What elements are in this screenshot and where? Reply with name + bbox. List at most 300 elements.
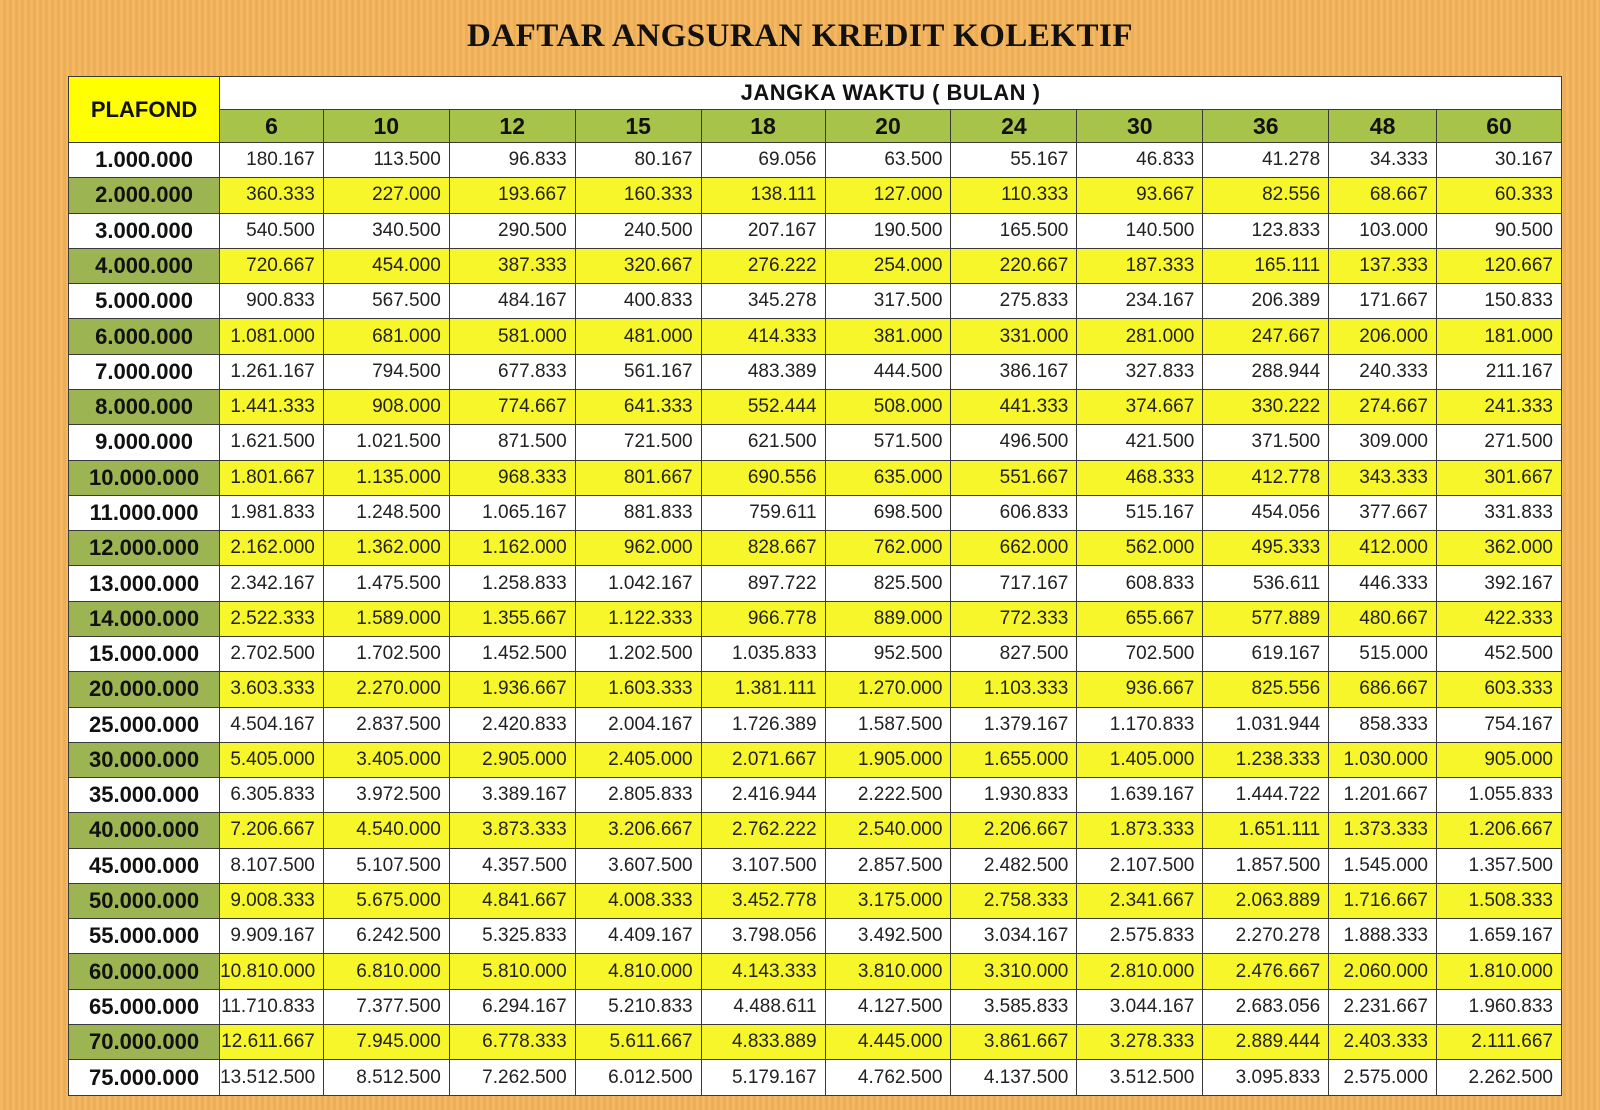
installment-cell: 254.000 — [825, 248, 951, 283]
installment-cell: 2.702.500 — [220, 636, 324, 671]
installment-cell: 1.888.333 — [1329, 919, 1437, 954]
installment-cell: 754.167 — [1436, 707, 1561, 742]
installment-cell: 480.667 — [1329, 601, 1437, 636]
installment-cell: 207.167 — [701, 213, 825, 248]
installment-cell: 8.512.500 — [323, 1060, 449, 1096]
installment-cell: 641.333 — [575, 389, 701, 424]
installment-cell: 2.342.167 — [220, 566, 324, 601]
installment-cell: 774.667 — [449, 389, 575, 424]
installment-cell: 1.081.000 — [220, 319, 324, 354]
installment-cell: 1.651.111 — [1203, 813, 1329, 848]
installment-cell: 1.031.944 — [1203, 707, 1329, 742]
installment-cell: 3.034.167 — [951, 919, 1077, 954]
installment-cell: 3.389.167 — [449, 778, 575, 813]
installment-cell: 3.405.000 — [323, 742, 449, 777]
installment-cell: 240.500 — [575, 213, 701, 248]
installment-cell: 1.545.000 — [1329, 848, 1437, 883]
installment-cell: 331.833 — [1436, 495, 1561, 530]
installment-cell: 662.000 — [951, 531, 1077, 566]
installment-cell: 7.262.500 — [449, 1060, 575, 1096]
installment-cell: 6.242.500 — [323, 919, 449, 954]
installment-cell: 483.389 — [701, 354, 825, 389]
installment-cell: 621.500 — [701, 425, 825, 460]
term-header-15: 15 — [575, 110, 701, 143]
installment-cell: 1.930.833 — [951, 778, 1077, 813]
installment-cell: 4.409.167 — [575, 919, 701, 954]
term-header-18: 18 — [701, 110, 825, 143]
installment-cell: 421.500 — [1077, 425, 1203, 460]
installment-cell: 227.000 — [323, 178, 449, 213]
installment-cell: 1.238.333 — [1203, 742, 1329, 777]
installment-cell: 3.603.333 — [220, 672, 324, 707]
installment-cell: 2.107.500 — [1077, 848, 1203, 883]
installment-cell: 702.500 — [1077, 636, 1203, 671]
installment-cell: 698.500 — [825, 495, 951, 530]
table-body — [69, 143, 1562, 1096]
installment-cell: 150.833 — [1436, 284, 1561, 319]
installment-cell: 206.000 — [1329, 319, 1437, 354]
installment-cell: 1.258.833 — [449, 566, 575, 601]
installment-cell: 794.500 — [323, 354, 449, 389]
installment-cell: 2.758.333 — [951, 883, 1077, 918]
installment-cell: 2.683.056 — [1203, 989, 1329, 1024]
plafond-cell: 10.000.000 — [69, 460, 220, 495]
installment-cell: 881.833 — [575, 495, 701, 530]
installment-cell: 140.500 — [1077, 213, 1203, 248]
installment-cell: 1.589.000 — [323, 601, 449, 636]
installment-cell: 362.000 — [1436, 531, 1561, 566]
installment-cell: 4.810.000 — [575, 954, 701, 989]
installment-cell: 5.179.167 — [701, 1060, 825, 1096]
installment-cell: 1.248.500 — [323, 495, 449, 530]
installment-cell: 123.833 — [1203, 213, 1329, 248]
installment-cell: 2.206.667 — [951, 813, 1077, 848]
installment-cell: 2.341.667 — [1077, 883, 1203, 918]
installment-cell: 608.833 — [1077, 566, 1203, 601]
plafond-cell: 14.000.000 — [69, 601, 220, 636]
installment-cell: 2.810.000 — [1077, 954, 1203, 989]
installment-cell: 206.389 — [1203, 284, 1329, 319]
installment-cell: 4.008.333 — [575, 883, 701, 918]
installment-cell: 567.500 — [323, 284, 449, 319]
term-header-30: 30 — [1077, 110, 1203, 143]
installment-cell: 113.500 — [323, 143, 449, 178]
installment-cell: 1.362.000 — [323, 531, 449, 566]
plafond-cell: 9.000.000 — [69, 425, 220, 460]
installment-cell: 374.667 — [1077, 389, 1203, 424]
installment-cell: 677.833 — [449, 354, 575, 389]
plafond-cell: 15.000.000 — [69, 636, 220, 671]
installment-cell: 274.667 — [1329, 389, 1437, 424]
plafond-cell: 30.000.000 — [69, 742, 220, 777]
installment-cell: 69.056 — [701, 143, 825, 178]
installment-cell: 138.111 — [701, 178, 825, 213]
installment-cell: 110.333 — [951, 178, 1077, 213]
installment-cell: 4.841.667 — [449, 883, 575, 918]
installment-cell: 1.373.333 — [1329, 813, 1437, 848]
installment-cell: 271.500 — [1436, 425, 1561, 460]
installment-cell: 441.333 — [951, 389, 1077, 424]
installment-cell: 127.000 — [825, 178, 951, 213]
table-row — [69, 178, 1562, 213]
installment-cell: 1.103.333 — [951, 672, 1077, 707]
installment-cell: 606.833 — [951, 495, 1077, 530]
plafond-header: PLAFOND — [69, 77, 220, 143]
installment-cell: 240.333 — [1329, 354, 1437, 389]
table-row — [69, 672, 1562, 707]
installment-cell: 655.667 — [1077, 601, 1203, 636]
installment-cell: 4.445.000 — [825, 1025, 951, 1060]
installment-cell: 1.042.167 — [575, 566, 701, 601]
installment-cell: 1.357.500 — [1436, 848, 1561, 883]
installment-cell: 454.000 — [323, 248, 449, 283]
installment-cell: 412.778 — [1203, 460, 1329, 495]
table-row — [69, 495, 1562, 530]
header-row-terms — [69, 110, 1562, 143]
installment-cell: 2.805.833 — [575, 778, 701, 813]
installment-cell: 3.107.500 — [701, 848, 825, 883]
table-row — [69, 389, 1562, 424]
installment-cell: 6.778.333 — [449, 1025, 575, 1060]
installment-cell: 3.492.500 — [825, 919, 951, 954]
installment-cell: 281.000 — [1077, 319, 1203, 354]
installment-cell: 717.167 — [951, 566, 1077, 601]
installment-cell: 900.833 — [220, 284, 324, 319]
installment-cell: 1.621.500 — [220, 425, 324, 460]
installment-cell: 484.167 — [449, 284, 575, 319]
installment-cell: 1.381.111 — [701, 672, 825, 707]
installment-cell: 1.981.833 — [220, 495, 324, 530]
installment-cell: 30.167 — [1436, 143, 1561, 178]
installment-cell: 1.206.667 — [1436, 813, 1561, 848]
installment-cell: 1.936.667 — [449, 672, 575, 707]
installment-cell: 962.000 — [575, 531, 701, 566]
installment-cell: 3.044.167 — [1077, 989, 1203, 1024]
installment-cell: 897.722 — [701, 566, 825, 601]
installment-cell: 5.611.667 — [575, 1025, 701, 1060]
installment-cell: 171.667 — [1329, 284, 1437, 319]
installment-cell: 772.333 — [951, 601, 1077, 636]
installment-cell: 160.333 — [575, 178, 701, 213]
table-row — [69, 778, 1562, 813]
installment-cell: 165.500 — [951, 213, 1077, 248]
installment-cell: 5.405.000 — [220, 742, 324, 777]
installment-cell: 2.231.667 — [1329, 989, 1437, 1024]
installment-cell: 2.762.222 — [701, 813, 825, 848]
installment-cell: 759.611 — [701, 495, 825, 530]
table-header — [69, 77, 1562, 143]
plafond-cell: 40.000.000 — [69, 813, 220, 848]
installment-cell: 681.000 — [323, 319, 449, 354]
header-row-group — [69, 77, 1562, 110]
installment-cell: 6.810.000 — [323, 954, 449, 989]
table-row — [69, 248, 1562, 283]
installment-cell: 1.475.500 — [323, 566, 449, 601]
plafond-cell: 13.000.000 — [69, 566, 220, 601]
installment-cell: 2.522.333 — [220, 601, 324, 636]
installment-cell: 536.611 — [1203, 566, 1329, 601]
plafond-cell: 45.000.000 — [69, 848, 220, 883]
installment-cell: 1.702.500 — [323, 636, 449, 671]
plafond-cell: 8.000.000 — [69, 389, 220, 424]
installment-cell: 3.512.500 — [1077, 1060, 1203, 1096]
plafond-cell: 5.000.000 — [69, 284, 220, 319]
installment-cell: 889.000 — [825, 601, 951, 636]
installment-cell: 180.167 — [220, 143, 324, 178]
installment-cell: 386.167 — [951, 354, 1077, 389]
installment-cell: 80.167 — [575, 143, 701, 178]
installment-cell: 1.202.500 — [575, 636, 701, 671]
installment-cell: 137.333 — [1329, 248, 1437, 283]
installment-cell: 1.122.333 — [575, 601, 701, 636]
installment-cell: 1.603.333 — [575, 672, 701, 707]
plafond-cell: 70.000.000 — [69, 1025, 220, 1060]
installment-cell: 34.333 — [1329, 143, 1437, 178]
installment-cell: 120.667 — [1436, 248, 1561, 283]
installment-cell: 828.667 — [701, 531, 825, 566]
plafond-cell: 2.000.000 — [69, 178, 220, 213]
installment-cell: 3.810.000 — [825, 954, 951, 989]
installment-cell: 968.333 — [449, 460, 575, 495]
installment-cell: 412.000 — [1329, 531, 1437, 566]
installment-cell: 327.833 — [1077, 354, 1203, 389]
installment-cell: 13.512.500 — [220, 1060, 324, 1096]
installment-cell: 276.222 — [701, 248, 825, 283]
installment-cell: 247.667 — [1203, 319, 1329, 354]
installment-cell: 96.833 — [449, 143, 575, 178]
installment-cell: 1.379.167 — [951, 707, 1077, 742]
installment-cell: 908.000 — [323, 389, 449, 424]
installment-cell: 3.278.333 — [1077, 1025, 1203, 1060]
term-header-12: 12 — [449, 110, 575, 143]
installment-cell: 1.065.167 — [449, 495, 575, 530]
installment-cell: 7.377.500 — [323, 989, 449, 1024]
installment-cell: 2.004.167 — [575, 707, 701, 742]
plafond-cell: 25.000.000 — [69, 707, 220, 742]
term-group-header: JANGKA WAKTU ( BULAN ) — [220, 77, 1562, 110]
term-header-20: 20 — [825, 110, 951, 143]
installment-cell: 2.575.833 — [1077, 919, 1203, 954]
installment-cell: 187.333 — [1077, 248, 1203, 283]
installment-cell: 387.333 — [449, 248, 575, 283]
installment-cell: 9.008.333 — [220, 883, 324, 918]
installment-cell: 2.403.333 — [1329, 1025, 1437, 1060]
table-row — [69, 319, 1562, 354]
installment-cell: 905.000 — [1436, 742, 1561, 777]
installment-cell: 2.162.000 — [220, 531, 324, 566]
installment-cell: 762.000 — [825, 531, 951, 566]
installment-cell: 181.000 — [1436, 319, 1561, 354]
installment-cell: 2.857.500 — [825, 848, 951, 883]
installment-cell: 381.000 — [825, 319, 951, 354]
installment-cell: 2.071.667 — [701, 742, 825, 777]
installment-cell: 1.960.833 — [1436, 989, 1561, 1024]
installment-cell: 275.833 — [951, 284, 1077, 319]
installment-cell: 3.175.000 — [825, 883, 951, 918]
installment-cell: 561.167 — [575, 354, 701, 389]
installment-cell: 2.063.889 — [1203, 883, 1329, 918]
installment-cell: 41.278 — [1203, 143, 1329, 178]
installment-cell: 1.135.000 — [323, 460, 449, 495]
installment-cell: 12.611.667 — [220, 1025, 324, 1060]
installment-cell: 2.262.500 — [1436, 1060, 1561, 1096]
page-title: DAFTAR ANGSURAN KREDIT KOLEKTIF — [466, 18, 1134, 54]
installment-cell: 1.030.000 — [1329, 742, 1437, 777]
plafond-cell: 3.000.000 — [69, 213, 220, 248]
installment-cell: 63.500 — [825, 143, 951, 178]
table-row — [69, 989, 1562, 1024]
installment-cell: 7.206.667 — [220, 813, 324, 848]
installment-cell: 2.111.667 — [1436, 1025, 1561, 1060]
installment-cell: 2.889.444 — [1203, 1025, 1329, 1060]
installment-table — [68, 76, 1562, 1096]
installment-cell: 515.167 — [1077, 495, 1203, 530]
installment-cell: 1.055.833 — [1436, 778, 1561, 813]
installment-cell: 400.833 — [575, 284, 701, 319]
installment-cell: 211.167 — [1436, 354, 1561, 389]
installment-cell: 1.201.667 — [1329, 778, 1437, 813]
installment-cell: 1.270.000 — [825, 672, 951, 707]
installment-cell: 1.801.667 — [220, 460, 324, 495]
installment-cell: 2.905.000 — [449, 742, 575, 777]
installment-cell: 1.905.000 — [825, 742, 951, 777]
installment-cell: 801.667 — [575, 460, 701, 495]
installment-cell: 562.000 — [1077, 531, 1203, 566]
plafond-cell: 75.000.000 — [69, 1060, 220, 1096]
term-header-10: 10 — [323, 110, 449, 143]
installment-cell: 4.137.500 — [951, 1060, 1077, 1096]
installment-cell: 6.305.833 — [220, 778, 324, 813]
installment-cell: 234.167 — [1077, 284, 1203, 319]
installment-cell: 241.333 — [1436, 389, 1561, 424]
installment-cell: 540.500 — [220, 213, 324, 248]
plafond-cell: 55.000.000 — [69, 919, 220, 954]
installment-cell: 2.482.500 — [951, 848, 1077, 883]
table-row — [69, 460, 1562, 495]
installment-cell: 3.095.833 — [1203, 1060, 1329, 1096]
installment-cell: 1.716.667 — [1329, 883, 1437, 918]
installment-cell: 3.310.000 — [951, 954, 1077, 989]
term-header-48: 48 — [1329, 110, 1437, 143]
installment-cell: 952.500 — [825, 636, 951, 671]
installment-cell: 481.000 — [575, 319, 701, 354]
installment-cell: 340.500 — [323, 213, 449, 248]
installment-cell: 317.500 — [825, 284, 951, 319]
installment-cell: 2.270.278 — [1203, 919, 1329, 954]
installment-cell: 2.420.833 — [449, 707, 575, 742]
plafond-cell: 4.000.000 — [69, 248, 220, 283]
installment-cell: 68.667 — [1329, 178, 1437, 213]
installment-cell: 1.261.167 — [220, 354, 324, 389]
table-row — [69, 883, 1562, 918]
installment-cell: 581.000 — [449, 319, 575, 354]
installment-cell: 496.500 — [951, 425, 1077, 460]
installment-cell: 55.167 — [951, 143, 1077, 178]
installment-cell: 3.607.500 — [575, 848, 701, 883]
installment-cell: 6.294.167 — [449, 989, 575, 1024]
installment-cell: 4.357.500 — [449, 848, 575, 883]
installment-cell: 2.270.000 — [323, 672, 449, 707]
table-row — [69, 213, 1562, 248]
installment-cell: 7.945.000 — [323, 1025, 449, 1060]
installment-cell: 2.540.000 — [825, 813, 951, 848]
installment-cell: 330.222 — [1203, 389, 1329, 424]
installment-cell: 515.000 — [1329, 636, 1437, 671]
installment-cell: 343.333 — [1329, 460, 1437, 495]
installment-cell: 1.508.333 — [1436, 883, 1561, 918]
installment-cell: 11.710.833 — [220, 989, 324, 1024]
installment-cell: 103.000 — [1329, 213, 1437, 248]
installment-cell: 1.170.833 — [1077, 707, 1203, 742]
plafond-cell: 11.000.000 — [69, 495, 220, 530]
installment-cell: 1.659.167 — [1436, 919, 1561, 954]
table-row — [69, 354, 1562, 389]
table-row — [69, 601, 1562, 636]
installment-cell: 2.575.000 — [1329, 1060, 1437, 1096]
installment-cell: 3.861.667 — [951, 1025, 1077, 1060]
plafond-cell: 60.000.000 — [69, 954, 220, 989]
plafond-cell: 7.000.000 — [69, 354, 220, 389]
installment-cell: 4.143.333 — [701, 954, 825, 989]
installment-cell: 220.667 — [951, 248, 1077, 283]
installment-cell: 571.500 — [825, 425, 951, 460]
installment-cell: 2.222.500 — [825, 778, 951, 813]
installment-cell: 4.488.611 — [701, 989, 825, 1024]
installment-cell: 619.167 — [1203, 636, 1329, 671]
installment-cell: 309.000 — [1329, 425, 1437, 460]
table-row — [69, 848, 1562, 883]
installment-cell: 5.210.833 — [575, 989, 701, 1024]
installment-cell: 1.452.500 — [449, 636, 575, 671]
installment-cell: 4.833.889 — [701, 1025, 825, 1060]
installment-cell: 46.833 — [1077, 143, 1203, 178]
table-row — [69, 143, 1562, 178]
installment-cell: 966.778 — [701, 601, 825, 636]
table-row — [69, 1025, 1562, 1060]
installment-cell: 4.127.500 — [825, 989, 951, 1024]
installment-cell: 825.500 — [825, 566, 951, 601]
installment-cell: 320.667 — [575, 248, 701, 283]
table-row — [69, 707, 1562, 742]
term-header-36: 36 — [1203, 110, 1329, 143]
installment-cell: 371.500 — [1203, 425, 1329, 460]
installment-cell: 4.540.000 — [323, 813, 449, 848]
installment-cell: 3.585.833 — [951, 989, 1077, 1024]
installment-cell: 8.107.500 — [220, 848, 324, 883]
table-row — [69, 813, 1562, 848]
plafond-cell: 1.000.000 — [69, 143, 220, 178]
installment-cell: 5.675.000 — [323, 883, 449, 918]
installment-cell: 5.325.833 — [449, 919, 575, 954]
installment-cell: 444.500 — [825, 354, 951, 389]
installment-cell: 288.944 — [1203, 354, 1329, 389]
installment-cell: 2.416.944 — [701, 778, 825, 813]
installment-cell: 3.206.667 — [575, 813, 701, 848]
installment-cell: 3.798.056 — [701, 919, 825, 954]
plafond-cell: 35.000.000 — [69, 778, 220, 813]
installment-cell: 446.333 — [1329, 566, 1437, 601]
installment-cell: 603.333 — [1436, 672, 1561, 707]
installment-cell: 392.167 — [1436, 566, 1561, 601]
installment-cell: 1.873.333 — [1077, 813, 1203, 848]
installment-table-container — [68, 76, 1562, 1096]
installment-cell: 577.889 — [1203, 601, 1329, 636]
installment-cell: 495.333 — [1203, 531, 1329, 566]
installment-cell: 4.504.167 — [220, 707, 324, 742]
installment-cell: 552.444 — [701, 389, 825, 424]
installment-cell: 165.111 — [1203, 248, 1329, 283]
installment-cell: 2.476.667 — [1203, 954, 1329, 989]
